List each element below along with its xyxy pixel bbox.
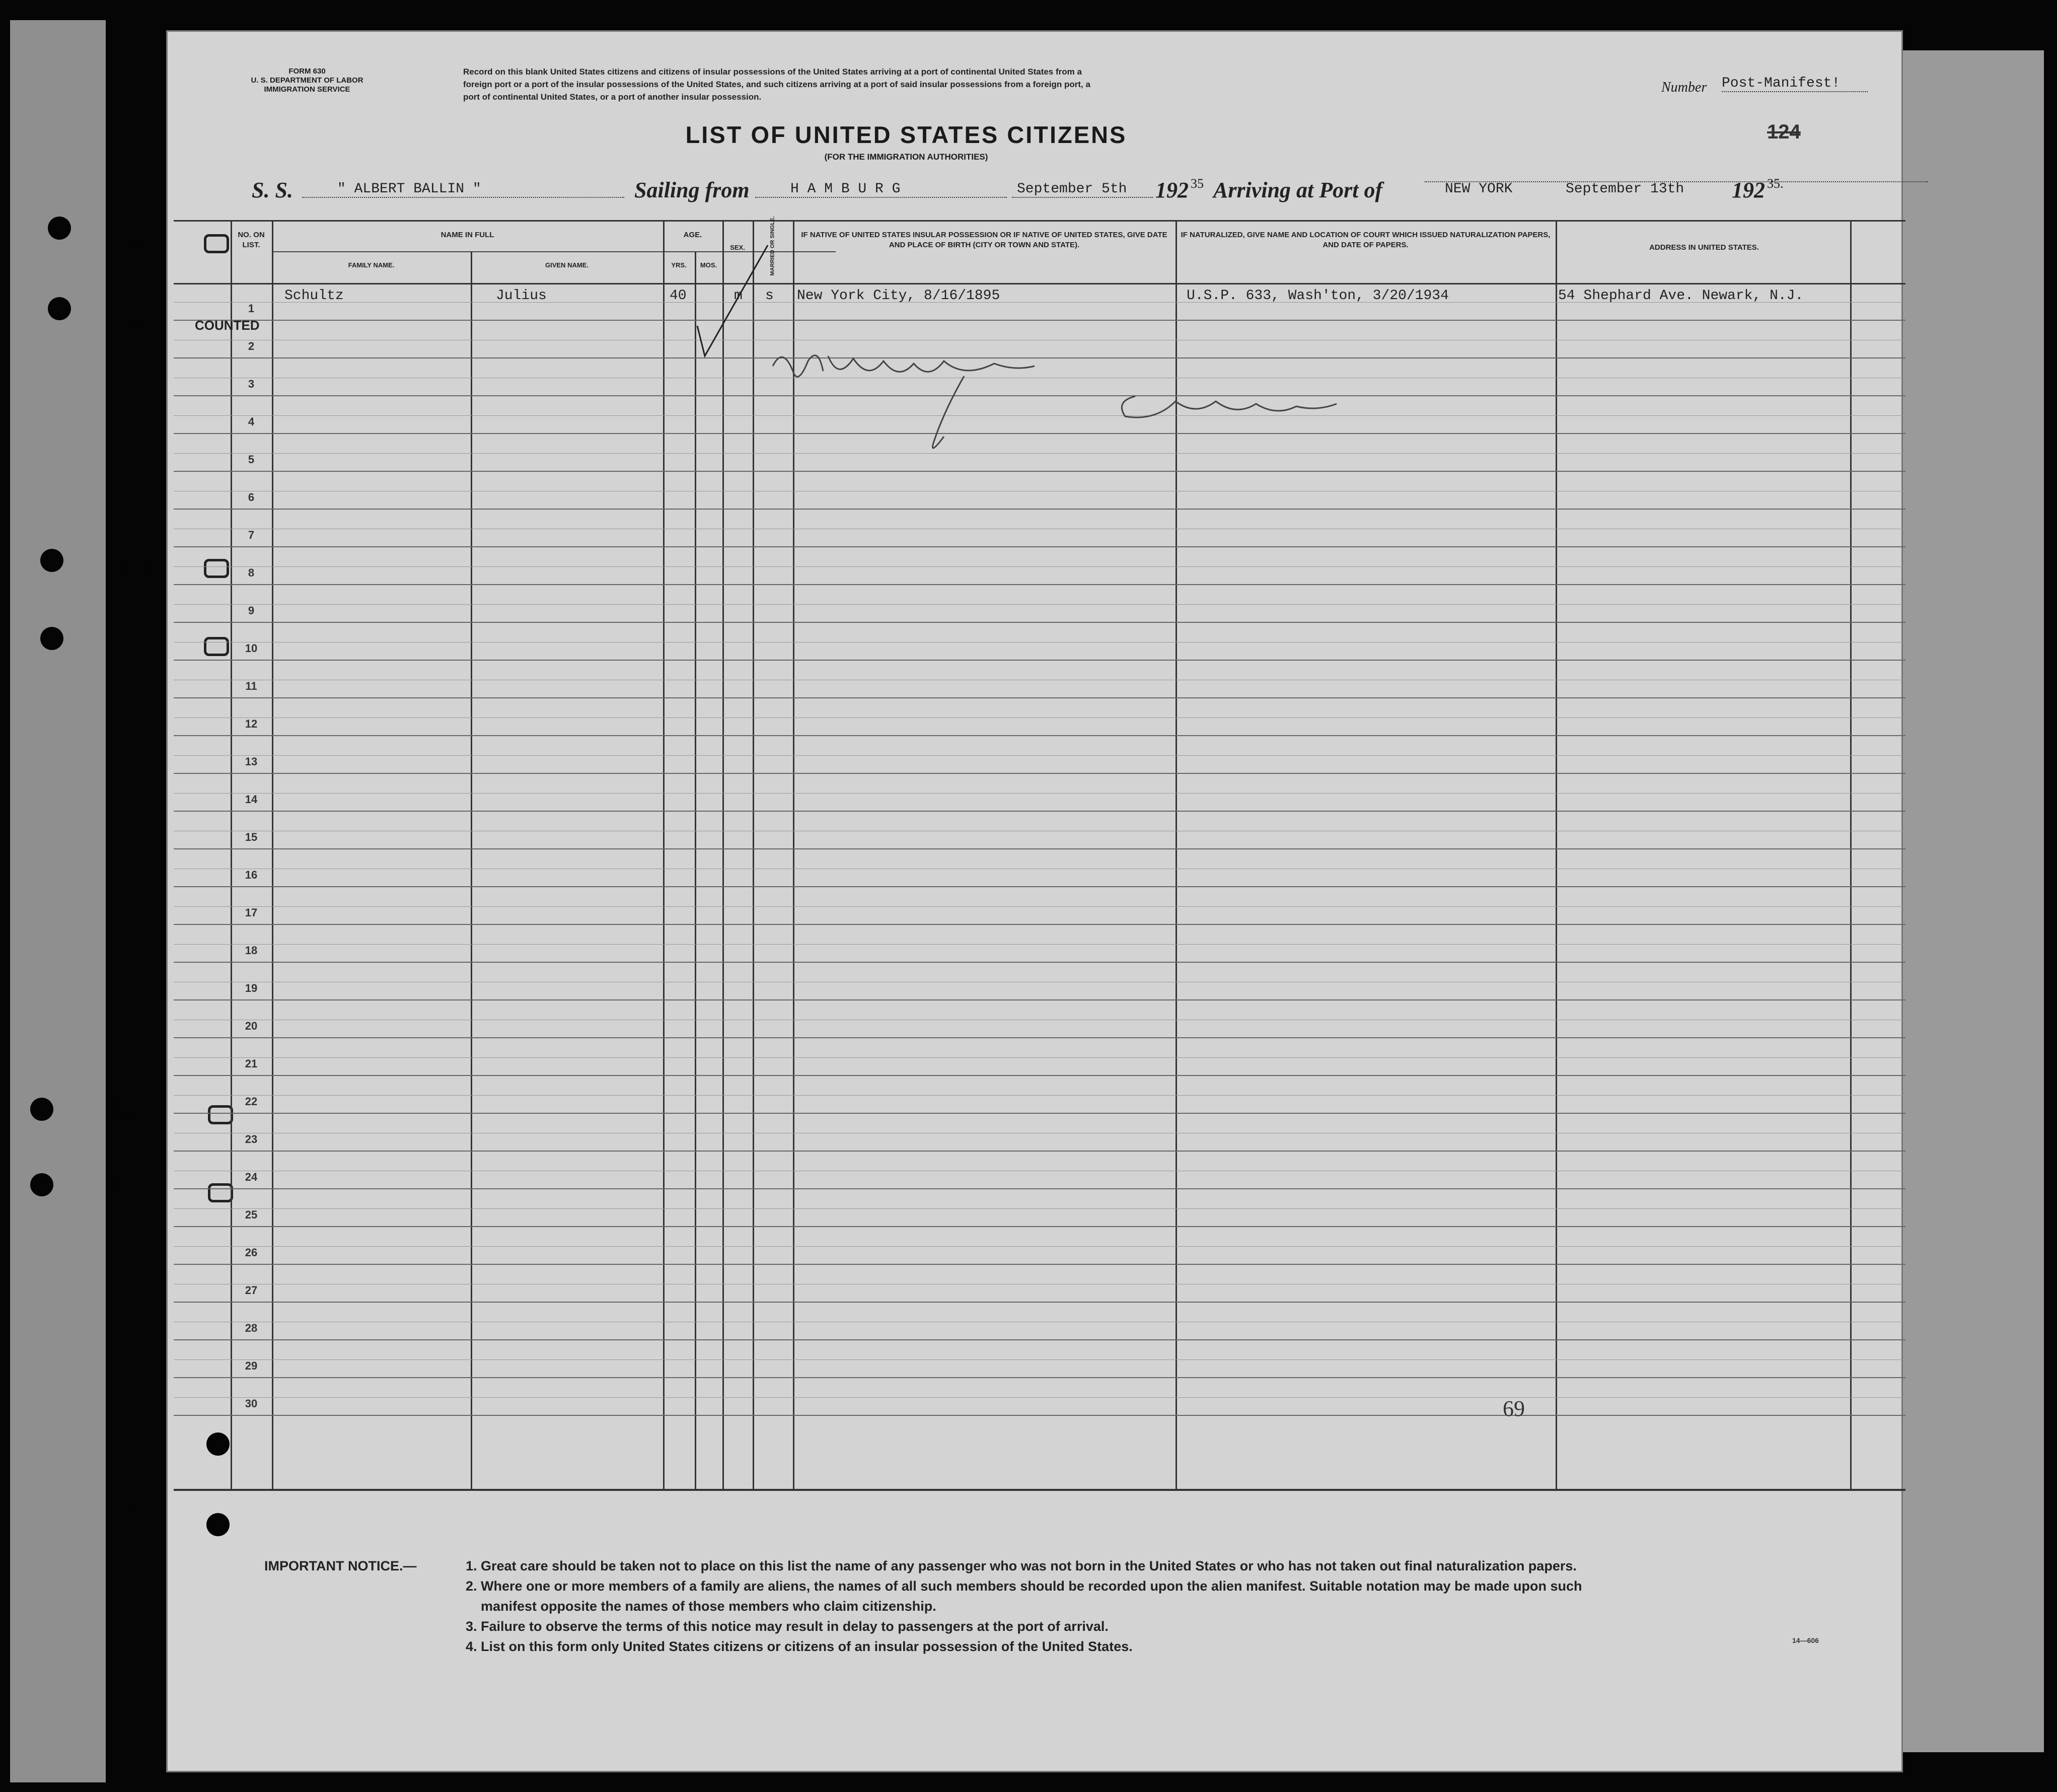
row-subdivider xyxy=(174,1359,1905,1360)
form-number: FORM 630 xyxy=(288,67,326,76)
notice-item: 2. Where one or more members of a family are aliens, the names of all such members should be recorded upon the alien manifest. Suitable notation may be made upon such xyxy=(466,1579,1582,1594)
table-row xyxy=(174,1303,1905,1340)
instructions-block xyxy=(463,65,1611,103)
cell-yrs: 40 xyxy=(670,288,687,304)
row-subdivider xyxy=(174,793,1905,794)
number-value: Post-Manifest! xyxy=(1722,76,1868,92)
row-subdivider xyxy=(174,1057,1905,1058)
table-row xyxy=(174,623,1905,661)
binder-hole xyxy=(123,225,146,248)
table-row xyxy=(174,585,1905,623)
arriving-label: Arriving at Port of xyxy=(1213,178,1383,202)
col-sex: SEX. xyxy=(730,244,745,251)
back-page-right xyxy=(1893,50,2044,1752)
binder-hole xyxy=(206,1513,230,1536)
binder-hole xyxy=(123,627,146,650)
binder-hole xyxy=(30,1173,53,1196)
binder-hole xyxy=(40,549,63,572)
sailing-date: September 5th xyxy=(1012,181,1153,198)
cell-naturalized: U.S.P. 633, Wash'ton, 3/20/1934 xyxy=(1187,288,1449,304)
arrival-port: NEW YORK xyxy=(1445,181,1513,197)
binder-hole xyxy=(123,302,146,325)
col-address: ADDRESS IN UNITED STATES. xyxy=(1649,243,1759,252)
cell-marital: s xyxy=(765,288,774,304)
instruction-line: port of continental United States, or a port of another insular possession. xyxy=(463,92,762,102)
row-number: 22 xyxy=(245,1095,258,1108)
table-row xyxy=(174,1340,1905,1378)
binder-hole xyxy=(48,297,71,320)
row-number: 10 xyxy=(245,642,258,655)
cell-address: 54 Shephard Ave. Newark, N.J. xyxy=(1558,288,1804,304)
instruction-line: Record on this blank United States citizens and citizens of insular possessions of the United States arriving at a port of continental United States from a xyxy=(463,67,1082,77)
stamped-number: 69 xyxy=(1503,1396,1525,1421)
row-subdivider xyxy=(174,1208,1905,1209)
row-number: 28 xyxy=(245,1322,258,1334)
binder-hole xyxy=(115,1096,138,1119)
table-row xyxy=(174,736,1905,774)
binder-hole xyxy=(115,1173,138,1196)
table-row xyxy=(174,812,1905,849)
col-married-single: MARRIED OR SINGLE. xyxy=(769,216,776,276)
sailing-port: H A M B U R G xyxy=(755,181,1007,198)
row-subdivider xyxy=(174,566,1905,567)
page-subtitle: (FOR THE IMMIGRATION AUTHORITIES) xyxy=(824,152,988,162)
col-no-on-list: NO. ON LIST. xyxy=(238,231,265,249)
table-row xyxy=(174,1038,1905,1076)
table-row xyxy=(174,510,1905,547)
row-number: 26 xyxy=(245,1246,258,1259)
page-title: LIST OF UNITED STATES CITIZENS xyxy=(685,121,1127,148)
row-number: 27 xyxy=(245,1284,258,1297)
row-number: 17 xyxy=(245,906,258,919)
row-number: 14 xyxy=(245,793,258,806)
inspector-signature xyxy=(753,341,1407,462)
table-row xyxy=(174,1076,1905,1114)
table-row xyxy=(174,1152,1905,1189)
row-number: 20 xyxy=(245,1020,258,1032)
binder-hole xyxy=(40,627,63,650)
table-row xyxy=(174,887,1905,925)
cell-birth: New York City, 8/16/1895 xyxy=(797,288,1000,304)
row-number: 16 xyxy=(245,869,258,881)
row-divider xyxy=(174,1415,1905,1416)
row-number: 30 xyxy=(245,1397,258,1410)
row-subdivider xyxy=(174,1095,1905,1096)
row-number: 11 xyxy=(245,680,257,692)
binder-hole xyxy=(30,1098,53,1121)
citizens-table xyxy=(174,216,1905,1489)
row-number: 23 xyxy=(245,1133,258,1145)
binder-hole xyxy=(110,1420,133,1443)
form-id-block xyxy=(216,67,398,94)
cell-family: Schultz xyxy=(284,288,344,304)
table-row xyxy=(174,547,1905,585)
row-number: 7 xyxy=(248,529,255,541)
cell-given: Julius xyxy=(496,288,547,304)
row-subdivider xyxy=(174,1246,1905,1247)
notice-item: 1. Great care should be taken not to place on this list the name of any passenger who was not born in the United States or who has not taken out final naturalization papers. xyxy=(466,1558,1577,1573)
row-number: 15 xyxy=(245,831,258,843)
row-number: 4 xyxy=(248,415,255,428)
table-row xyxy=(174,1000,1905,1038)
table-row xyxy=(174,1189,1905,1227)
row-number: 29 xyxy=(245,1359,258,1372)
row-number: 3 xyxy=(248,378,255,390)
row-subdivider xyxy=(174,755,1905,756)
sailing-label: Sailing from xyxy=(634,178,750,202)
cell-sex: m xyxy=(734,288,743,304)
row-number: 9 xyxy=(248,604,255,617)
row-number: 1 xyxy=(248,302,255,315)
table-row xyxy=(174,1114,1905,1152)
table-row xyxy=(174,1265,1905,1303)
arrival-date: September 13th xyxy=(1566,181,1684,197)
row-subdivider xyxy=(174,604,1905,605)
row-number: 8 xyxy=(248,566,255,579)
table-row xyxy=(174,963,1905,1000)
row-subdivider xyxy=(174,906,1905,907)
row-number: 13 xyxy=(245,755,258,768)
col-given-name: GIVEN NAME. xyxy=(545,261,589,269)
arrival-year-prefix: 192 xyxy=(1732,178,1765,202)
table-row xyxy=(174,661,1905,698)
important-notice xyxy=(264,1556,1875,1657)
form-code: 14—606 xyxy=(1792,1636,1819,1644)
instruction-line: foreign port or a port of the insular possessions of the United States, and such citizens arriving at a port of said insular possessions from a foreign port, a xyxy=(463,80,1090,89)
ss-label: S. S. xyxy=(252,178,293,202)
table-row xyxy=(174,1378,1905,1416)
col-mos: MOS. xyxy=(700,261,717,269)
col-name-in-full: NAME IN FULL xyxy=(440,231,494,239)
counted-stamp: COUNTED xyxy=(195,318,260,333)
sailing-year-suffix: 35 xyxy=(1191,176,1204,191)
row-subdivider xyxy=(174,944,1905,945)
number-label: Number xyxy=(1661,80,1707,95)
notice-item: 3. Failure to observe the terms of this notice may result in delay to passengers at the port of arrival. xyxy=(466,1619,1109,1634)
department-name: U. S. DEPARTMENT OF LABOR xyxy=(251,76,363,85)
arrival-year-suffix: 35. xyxy=(1767,176,1784,191)
table-row xyxy=(174,698,1905,736)
row-number: 2 xyxy=(248,340,255,352)
service-name: IMMIGRATION SERVICE xyxy=(264,85,350,94)
table-row xyxy=(174,925,1905,963)
row-number: 18 xyxy=(245,944,258,957)
row-number: 12 xyxy=(245,718,258,730)
col-age: AGE. xyxy=(683,231,702,239)
col-naturalized: IF NATURALIZED, GIVE NAME AND LOCATION OF COURT WHICH ISSUED NATURALIZATION PAPERS, AND DATE OF PAPERS. xyxy=(1181,231,1551,249)
sailing-year-prefix: 192 xyxy=(1155,178,1189,202)
row-number: 19 xyxy=(245,982,258,994)
row-number: 25 xyxy=(245,1208,258,1221)
row-number: 6 xyxy=(248,491,255,504)
binder-hole xyxy=(48,217,71,240)
binder-hole xyxy=(110,1500,133,1524)
row-number: 21 xyxy=(245,1057,258,1070)
row-number: 24 xyxy=(245,1171,258,1183)
table-row xyxy=(174,849,1905,887)
col-family-name: FAMILY NAME. xyxy=(348,261,395,269)
col-yrs: YRS. xyxy=(671,261,687,269)
table-row xyxy=(174,472,1905,510)
table-row xyxy=(174,283,1905,321)
notice-item: 4. List on this form only United States citizens or citizens of an insular possession of the United States. xyxy=(466,1639,1133,1654)
back-page-left xyxy=(10,20,106,1782)
table-row xyxy=(174,1227,1905,1265)
ship-name: " ALBERT BALLIN " xyxy=(302,181,624,198)
notice-heading: IMPORTANT NOTICE.— xyxy=(264,1558,417,1573)
notice-item: manifest opposite the names of those members who claim citizenship. xyxy=(481,1599,936,1614)
table-row xyxy=(174,774,1905,812)
row-subdivider xyxy=(174,1397,1905,1398)
col-birth: IF NATIVE OF UNITED STATES INSULAR POSSESSION OR IF NATIVE OF UNITED STATES, GIVE DATE AND PLACE OF BIRTH (CITY OR TOWN AND STATE). xyxy=(801,231,1167,249)
row-number: 5 xyxy=(248,453,255,466)
binder-hole xyxy=(123,551,146,575)
page-number: 124 xyxy=(1767,121,1801,143)
